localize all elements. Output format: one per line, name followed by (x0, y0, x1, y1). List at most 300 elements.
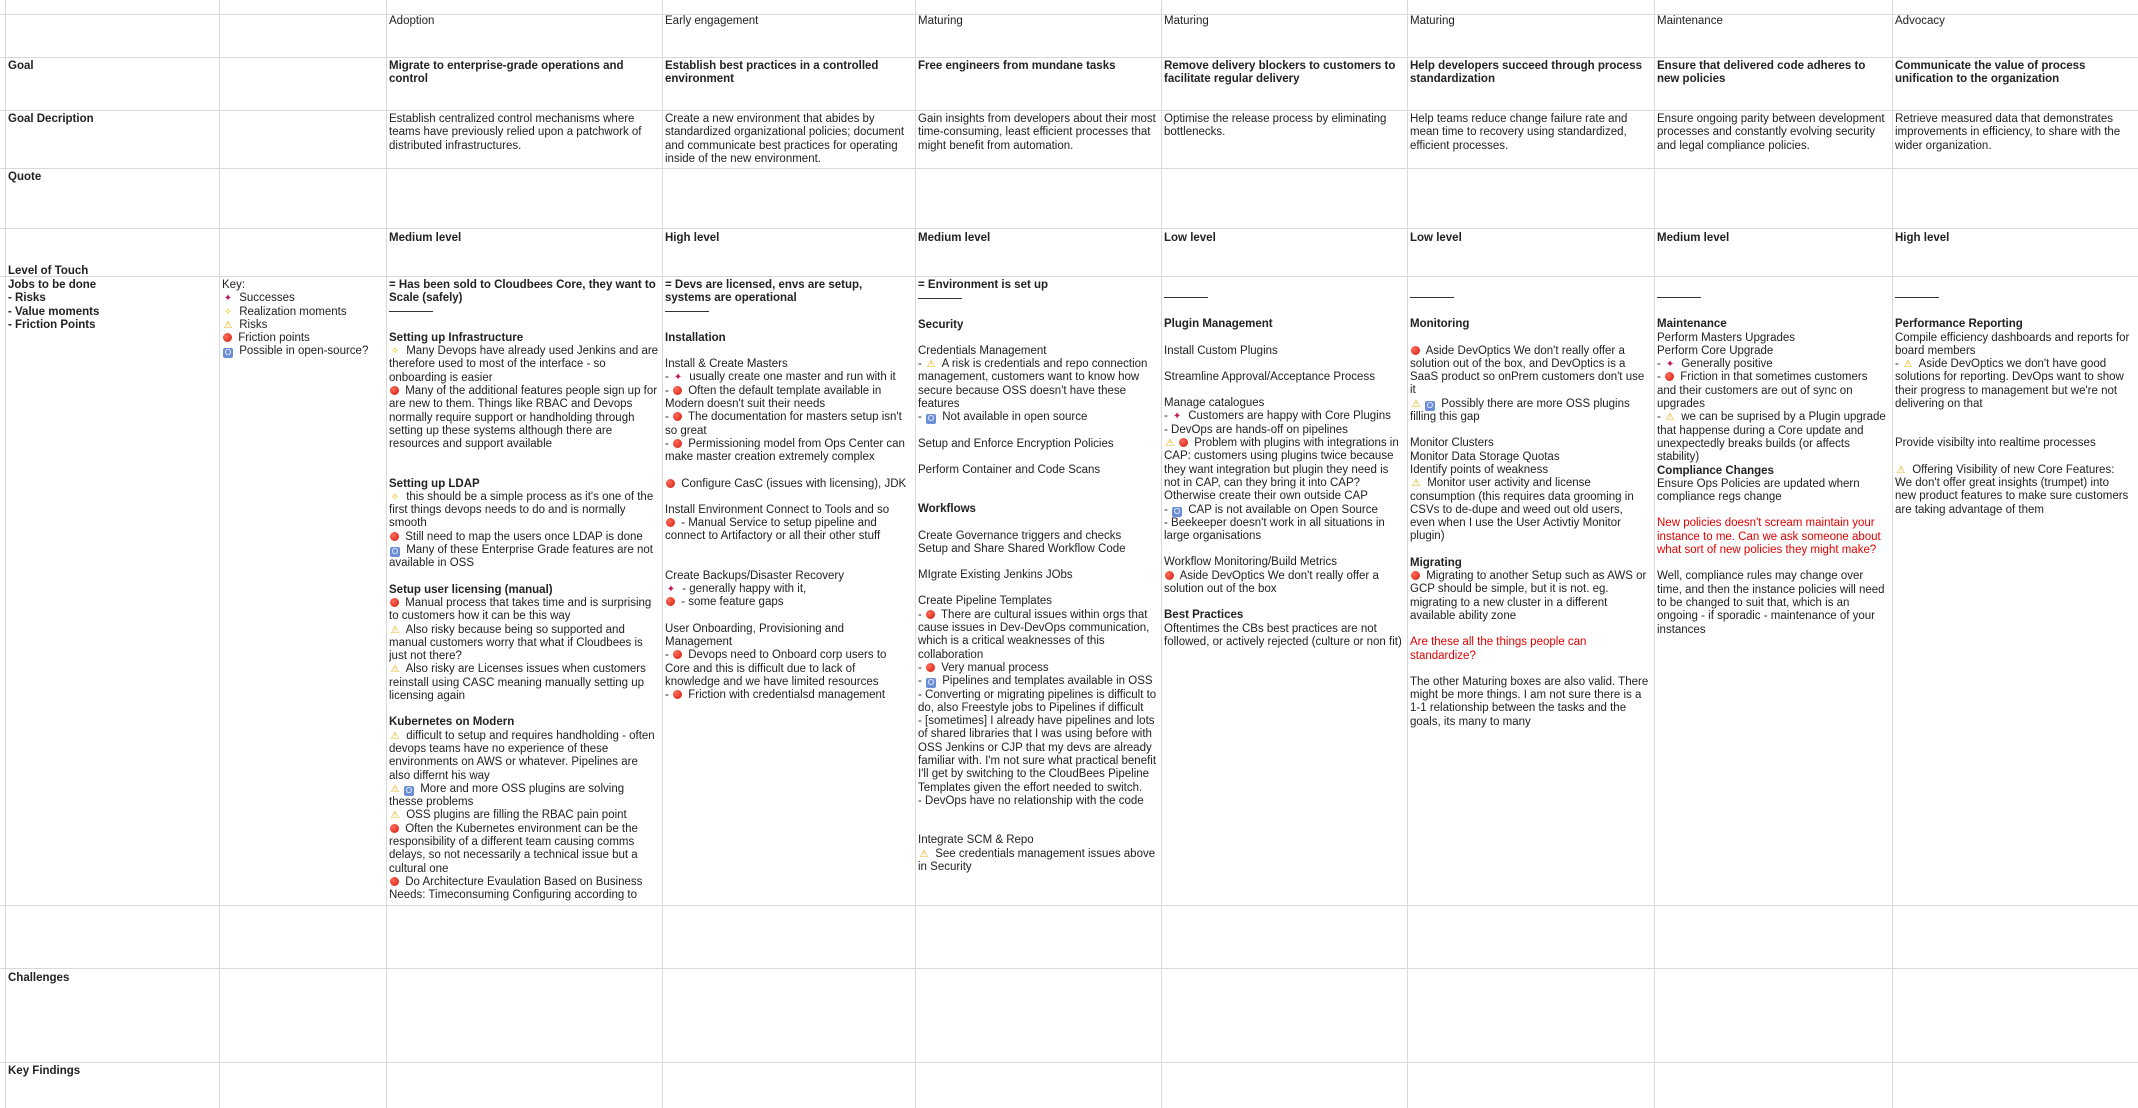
job-line (1895, 279, 2133, 292)
job-line (918, 517, 1158, 530)
job-line (665, 306, 911, 319)
party-popper-icon: ✦ (673, 372, 683, 384)
stage-header-2: Early engagement (665, 15, 759, 27)
job-line: - Friction with credentialsd management (665, 689, 886, 702)
divider (918, 298, 962, 299)
job-line (918, 438, 1158, 451)
job-line (389, 491, 659, 531)
job-text: See credentials management issues above in Security (918, 847, 1156, 873)
job-line (389, 279, 659, 306)
job-line (1895, 332, 2133, 359)
job-line (918, 595, 1158, 608)
job-text: Permissioning model from Ops Center can make master creation extremely complex (665, 437, 905, 464)
job-line (1164, 596, 1404, 609)
job-text: Compliance Changes (1657, 464, 1774, 477)
stage-header-6: Maintenance (1657, 15, 1723, 27)
job-text: Credentials Management (918, 344, 1047, 357)
job-line (389, 319, 659, 332)
divider (1410, 297, 1454, 298)
oss-icon: O (1173, 506, 1181, 516)
job-line (1410, 477, 1650, 543)
job-line (918, 332, 1158, 345)
job-text: Setup and Enforce Encryption Policies (918, 437, 1114, 450)
job-line: - ⚠ Aside DevOptics we don't have good solutions for reporting. DevOps want to show their progress to management but we're not delivering on that (1895, 358, 2124, 411)
job-line (918, 345, 1158, 358)
job-line (1410, 557, 1650, 570)
red-circle-icon (673, 650, 682, 659)
job-text: There are cultural issues within orgs that cause issues in Dev-DevOps communication, which is a critical weaknesses of this collaboration (918, 608, 1150, 661)
job-line (1164, 556, 1404, 569)
oss-icon: O (405, 785, 413, 795)
job-text: - generally happy with it, (682, 583, 807, 596)
job-text: Streamline Approval/Acceptance Process (1164, 370, 1375, 383)
job-text: Integrate SCM & Repo (918, 834, 1034, 847)
goal-4: Remove delivery blockers to customers to facilitate regular delivery (1164, 60, 1396, 86)
job-text: Pipelines and templates available in OSS (942, 675, 1153, 688)
red-circle-icon (666, 518, 675, 527)
job-line (1657, 292, 1889, 305)
red-circle-icon (1665, 372, 1674, 381)
party-popper-icon: ✦ (223, 293, 233, 305)
oss-icon: O (927, 678, 935, 688)
warning-icon: ⚠ (1411, 478, 1421, 490)
job-line (665, 570, 911, 583)
job-text: Monitor Data Storage Quotas (1410, 450, 1560, 463)
job-line (389, 597, 659, 624)
job-line (918, 821, 1158, 834)
job-line (1657, 465, 1889, 478)
job-line: - ⚠ A risk is credentials and repo connection management, customers want to know how secure because OSS doesn't have these features (918, 358, 1148, 411)
job-text: Possibly there are more OSS plugins filling this gap (1410, 397, 1630, 424)
job-text: Setup and Share Shared Workflow Code (918, 542, 1126, 555)
job-line (1895, 292, 2133, 305)
party-popper-icon: ✦ (1665, 359, 1675, 371)
red-circle-icon (390, 598, 399, 607)
job-line (665, 557, 911, 570)
job-line (1410, 332, 1650, 345)
job-line: - Friction in that sometimes customers and their customers are out of sync on upgrades (1657, 371, 1868, 411)
job-text: Workflow Monitoring/Build Metrics (1164, 556, 1337, 569)
job-line (1895, 424, 2133, 437)
job-line (665, 465, 911, 478)
job-text: this should be a simple process as it's one of the first things devops needs to do and is normally smooth (389, 490, 654, 530)
row-label-key-findings: Key Findings (8, 1065, 81, 1077)
job-text: Migrating to another Setup such as AWS or GCP should be simple, but it is not. eg. migrating to a new cluster in a different available ability zone (1410, 570, 1647, 622)
job-text: Best Practices (1164, 609, 1244, 622)
party-popper-icon: ✦ (1172, 411, 1182, 423)
stage-header-3: Maturing (918, 15, 963, 27)
job-text: Kubernetes on Modern (389, 716, 515, 729)
stage-header-1: Adoption (389, 15, 435, 27)
jobs-column-maturing-3 (1410, 279, 1650, 903)
job-line: - O CAP is not available on Open Source (1164, 503, 1378, 516)
red-circle-icon (223, 333, 232, 342)
job-line (389, 783, 659, 810)
job-text: Install & Create Masters (665, 358, 788, 371)
job-line (389, 345, 659, 385)
job-line (1164, 305, 1404, 318)
row-label-quote: Quote (8, 171, 42, 183)
stage-header-5: Maturing (1410, 15, 1455, 27)
job-text: - [sometimes] I already have pipelines and lots of shared libraries that I was using before with OSS Jenkins or CJP that my devs are already familiar with. I'm not sure what practical benefit I'll get by switching to the CloudBees Pipeline Templates given the effort needed to switch. (918, 715, 1157, 794)
job-line (1164, 358, 1404, 371)
job-text: Aside DevOptics We don't really offer a solution out of the box, and DevOptics is a SaaS product so onPrem customers don't use it (1410, 344, 1645, 397)
job-line (918, 425, 1158, 438)
job-line (389, 716, 659, 729)
warning-icon: ⚠ (1411, 398, 1421, 410)
job-line (1895, 305, 2133, 318)
job-line (389, 663, 659, 703)
job-line (918, 689, 1158, 716)
job-line (1164, 609, 1404, 622)
goal-2: Establish best practices in a controlled environment (665, 60, 879, 86)
job-line: - The documentation for masters setup isn't so great (665, 411, 902, 437)
goal-3: Free engineers from mundane tasks (918, 60, 1116, 72)
job-text: Devops need to Onboard corp users to Core and this is difficult due to lack of knowledge and we have limited resources (665, 649, 887, 688)
job-line (1164, 517, 1404, 544)
job-text: New policies doesn't scream maintain your instance to me. Can we ask someone about what sort of new policies they might make? (1657, 517, 1881, 557)
job-line (1410, 398, 1650, 425)
job-line (1895, 464, 2133, 517)
job-text: Identify points of weakness (1410, 463, 1549, 476)
job-text: Many of the additional features people sign up for are new to them. Things like RBAC and Devops normally require support or handholding through setting up these systems although there are resources and support available (389, 385, 658, 451)
goal-description-2: Create a new environment that abides by standardized organizational policies; document and communicate best practices for operating inside of the new environment. (665, 113, 905, 165)
red-circle-icon (1411, 571, 1420, 580)
red-circle-icon (673, 690, 682, 699)
job-text: Manage catalogues (1164, 397, 1265, 410)
job-line (1657, 318, 1889, 331)
job-line (1657, 504, 1889, 517)
job-text: Many of these Enterprise Grade features are not available in OSS (389, 544, 653, 570)
job-text: Aside DevOptics We don't really offer a solution out of the box (1164, 569, 1379, 596)
oss-icon: O (1426, 400, 1434, 410)
job-text: Often the default template available in Modern doesn't suit their needs (665, 384, 882, 411)
job-line (1164, 623, 1404, 650)
job-line: - Very manual process (918, 661, 1049, 674)
job-line (665, 623, 911, 650)
divider (389, 311, 433, 312)
level-5: Low level (1410, 232, 1462, 244)
job-line (389, 385, 659, 451)
job-text: - DevOps are hands-off on pipelines (1164, 423, 1348, 436)
job-text: Ensure Ops Policies are updated whern compliance regs change (1657, 477, 1860, 504)
job-line (1164, 397, 1404, 410)
job-line (918, 582, 1158, 595)
job-text: Monitor user activity and license consumption (this requires data grooming in CSVs to de-dupe and weed out old users, even when I use the User Activtiy Monitor plugin) (1410, 477, 1634, 543)
job-line (389, 876, 659, 903)
jobs-column-maintenance (1657, 279, 1889, 903)
job-line (1895, 411, 2133, 424)
job-line (389, 730, 659, 783)
sparkle-icon: ✧ (390, 491, 400, 503)
job-line (1895, 451, 2133, 464)
job-line (1657, 332, 1889, 345)
job-line: - Permissioning model from Ops Center can make master creation extremely complex (665, 437, 905, 464)
goal-5: Help developers succeed through process standardization (1410, 60, 1642, 86)
job-text: Create Backups/Disaster Recovery (665, 569, 844, 582)
red-circle-icon (673, 386, 682, 395)
job-line (1164, 292, 1404, 305)
goal-description-1: Establish centralized control mechanisms where teams have previously relied upon a patchwork of distributed infrastructures. (389, 113, 642, 152)
job-line (1410, 663, 1650, 676)
job-line (1657, 345, 1889, 358)
job-text: Migrating (1410, 556, 1462, 569)
job-line (1895, 437, 2133, 450)
red-circle-icon (390, 532, 399, 541)
job-line: - Often the default template available in Modern doesn't suit their needs (665, 384, 882, 411)
level-2: High level (665, 232, 720, 244)
job-line (389, 465, 659, 478)
job-line (918, 848, 1158, 875)
job-text: Offering Visibility of new Core Features: We don't offer great insights (trumpet) into new product features to make sure customers are taking advantage of them (1895, 463, 2129, 516)
job-line (389, 332, 659, 345)
job-line (389, 306, 659, 319)
level-7: High level (1895, 232, 1950, 244)
job-line (665, 504, 911, 517)
job-text: Do Architecture Evaulation Based on Business Needs: Timeconsuming Configuring according to (389, 875, 643, 902)
job-text: - Beekeeper doesn't work in all situations in large organisations (1164, 516, 1385, 543)
red-circle-icon (390, 877, 399, 886)
job-line: - O Not available in open source (918, 411, 1088, 424)
job-line (1410, 676, 1650, 729)
job-text: Installation (665, 331, 726, 344)
job-line (1410, 570, 1650, 623)
job-text: Are these all the things people can standardize? (1410, 636, 1587, 662)
red-circle-icon (1411, 346, 1420, 355)
job-text: Perform Container and Code Scans (918, 463, 1101, 476)
job-line (665, 332, 911, 345)
goal-1: Migrate to enterprise-grade operations and control (389, 60, 624, 86)
goal-7: Communicate the value of process unification to the organization (1895, 60, 2086, 86)
job-line (1410, 544, 1650, 557)
job-line (918, 464, 1158, 477)
job-line (1410, 345, 1650, 398)
job-text: - Converting or migrating pipelines is difficult to do, also Freestyle jobs to Pipelines if difficult (918, 688, 1157, 714)
job-text: Monitoring (1410, 318, 1470, 331)
red-circle-icon (390, 824, 399, 833)
job-line (918, 306, 1158, 319)
red-circle-icon (673, 412, 682, 421)
warning-icon: ⚠ (390, 783, 400, 795)
job-text: Oftentimes the CBs best practices are not followed, or actively rejected (culture or non fit) (1164, 622, 1402, 648)
jobs-column-maturing-2 (1164, 279, 1404, 903)
red-circle-icon (666, 479, 675, 488)
job-text: OSS plugins are filling the RBAC pain point (406, 809, 627, 822)
job-text: Perform Core Upgrade (1657, 344, 1774, 357)
job-line (1657, 305, 1889, 318)
job-line (1410, 451, 1650, 464)
goal-description-4: Optimise the release process by eliminating bottlenecks. (1164, 113, 1387, 139)
job-text: CAP is not available on Open Source (1188, 503, 1378, 516)
red-circle-icon (390, 386, 399, 395)
job-text: usually create one master and run with it (689, 371, 896, 384)
job-line (918, 451, 1158, 464)
job-text: Many Devops have already used Jenkins and are therefore used to most of the interface - so onboarding is easier (389, 345, 659, 384)
job-line (1164, 570, 1404, 597)
job-line (1164, 371, 1404, 384)
sparkle-icon: ✧ (390, 346, 400, 358)
job-line (665, 596, 911, 609)
divider (1657, 297, 1701, 298)
job-line (918, 556, 1158, 569)
warning-icon: ⚠ (1896, 464, 1906, 476)
job-text: = Has been sold to Cloudbees Core, they want to Scale (safely) (389, 279, 656, 305)
job-text: Maintenance (1657, 318, 1727, 331)
job-text: Setup user licensing (manual) (389, 583, 553, 596)
job-text: Provide visibilty into realtime processes (1895, 437, 2096, 450)
warning-icon: ⚠ (390, 624, 400, 636)
job-text: Security (918, 318, 964, 331)
job-line: - ✦ Customers are happy with Core Plugins (1164, 410, 1391, 423)
divider (1895, 297, 1939, 298)
job-line (1410, 464, 1650, 477)
job-line (1895, 318, 2133, 331)
job-line: - ⚠ we can be suprised by a Plugin upgrade that happense during a Core update and unexpectedly breaks builds (or affects stability) (1657, 411, 1886, 464)
warning-icon: ⚠ (223, 319, 233, 331)
job-line (1164, 332, 1404, 345)
warning-icon: ⚠ (1665, 412, 1675, 424)
goal-6: Ensure that delivered code adheres to new policies (1657, 60, 1866, 86)
warning-icon: ⚠ (1903, 359, 1913, 371)
job-text: Configure CasC (issues with licensing), JDK (681, 477, 907, 490)
job-line (1410, 279, 1650, 292)
job-text: MIgrate Existing Jenkins JObs (918, 569, 1073, 582)
job-text: User Onboarding, Provisioning and Management (665, 622, 844, 648)
job-text: Generally positive (1681, 358, 1773, 371)
job-line (918, 808, 1158, 821)
job-line (665, 345, 911, 358)
job-line (389, 703, 659, 716)
job-text: Very manual process (941, 661, 1049, 674)
legend-item-realization: ✧ Realization moments (223, 305, 347, 318)
job-text: Well, compliance rules may change over time, and then the instance policies will need to be changed to suit that, which is an ongoing - if sporadic - maintenance of your instances (1657, 570, 1885, 636)
divider (665, 311, 709, 312)
job-text: Setting up Infrastructure (389, 331, 524, 344)
job-text: we can be suprised by a Plugin upgrade that happense during a Core update and unexpectedly breaks builds (or affects stability) (1657, 411, 1886, 464)
job-line (1410, 623, 1650, 636)
job-line (389, 624, 659, 664)
warning-icon: ⚠ (390, 730, 400, 742)
red-circle-icon (1165, 571, 1174, 580)
job-line (1657, 517, 1889, 557)
job-line (1164, 279, 1404, 292)
job-text: - some feature gaps (681, 596, 784, 609)
job-text: Still need to map the users once LDAP is done (405, 530, 643, 543)
job-line (918, 569, 1158, 582)
job-text: Not available in open source (942, 411, 1088, 424)
legend-item-risks: ⚠ Risks (223, 318, 268, 331)
oss-icon: O (927, 414, 935, 424)
level-3: Medium level (918, 232, 991, 244)
job-text: Monitor Clusters (1410, 437, 1494, 450)
row-label-challenges: Challenges (8, 972, 70, 984)
job-text: Install Custom Plugins (1164, 344, 1278, 357)
warning-icon: ⚠ (926, 359, 936, 371)
job-line (1410, 292, 1650, 305)
job-text: = Devs are licensed, envs are setup, systems are operational (665, 279, 863, 305)
job-line: - O Pipelines and templates available in OSS (918, 675, 1153, 688)
job-text: Install Environment Connect to Tools and so (665, 503, 890, 516)
job-text: The other Maturing boxes are also valid. There might be more things. I am not sure there is a 1-1 relationship between the tasks and the goals, its many to many (1410, 675, 1649, 728)
red-circle-icon (673, 439, 682, 448)
job-line (389, 584, 659, 597)
job-text: Setting up LDAP (389, 477, 480, 490)
job-line (1657, 570, 1889, 636)
job-text: - DevOps have no relationship with the code (918, 794, 1144, 807)
job-line (918, 477, 1158, 490)
legend-item-friction: Friction points (222, 332, 384, 345)
job-line (918, 715, 1158, 795)
job-line (918, 795, 1158, 808)
sparkle-icon: ✧ (223, 306, 233, 318)
job-line (389, 478, 659, 491)
jobs-column-maturing-1 (918, 279, 1158, 903)
job-text: More and more OSS plugins are solving thesse problems (389, 782, 625, 809)
job-line (665, 279, 911, 306)
job-line (918, 834, 1158, 847)
job-text: Create Pipeline Templates (918, 595, 1053, 608)
job-text: Performance Reporting (1895, 318, 2023, 331)
job-line (389, 823, 659, 876)
goal-description-6: Ensure ongoing parity between development processes and constantly evolving security and legal compliance policies. (1657, 113, 1885, 152)
job-text: = Environment is set up (918, 279, 1049, 291)
warning-icon: ⚠ (390, 810, 400, 822)
job-line: - There are cultural issues within orgs that cause issues in Dev-DevOps communication, which is a critical weaknesses of this collaboration (918, 608, 1150, 661)
job-text: Plugin Management (1164, 318, 1273, 331)
legend-title: Key: (222, 279, 246, 291)
job-text: Perform Masters Upgrades (1657, 331, 1796, 344)
job-line (389, 571, 659, 584)
job-line (665, 517, 911, 544)
row-label-level-of-touch: Level of Touch (8, 265, 89, 277)
goal-description-3: Gain insights from developers about their most time-consuming, least efficient processes that might benefit from automation. (918, 113, 1156, 152)
goal-description-7: Retrieve measured data that demonstrates improvements in efficiency, to share with the wider organization. (1895, 113, 2121, 152)
warning-icon: ⚠ (390, 664, 400, 676)
job-line (389, 809, 659, 822)
job-line (1164, 345, 1404, 358)
job-line (1657, 557, 1889, 570)
job-line (665, 610, 911, 623)
job-line (665, 544, 911, 557)
job-line (1164, 437, 1404, 503)
job-text: Friction in that sometimes customers and their customers are out of sync on upgrades (1657, 371, 1868, 411)
job-line: - ✦ usually create one master and run with it (665, 371, 896, 384)
row-label-jobs: Jobs to be done - Risks - Value moments - Friction Points (8, 279, 100, 331)
jobs-column-early-engagement (665, 279, 911, 903)
job-line (918, 292, 1158, 305)
job-text: Workflows (918, 503, 976, 516)
job-line (1657, 478, 1889, 505)
row-label-goal-description: Goal Decription (8, 113, 94, 125)
job-line (918, 530, 1158, 543)
divider (1164, 297, 1208, 298)
job-line (1410, 318, 1650, 331)
job-text: Friction with credentialsd management (688, 689, 886, 702)
job-line (1164, 384, 1404, 397)
job-line (665, 583, 911, 596)
job-text: Compile efficiency dashboards and reports for board members (1895, 331, 2130, 357)
job-line (1410, 305, 1650, 318)
job-line (389, 452, 659, 465)
job-text: Problem with plugins with integrations in CAP: customers using plugins twice because they want integration but plugin they need is not in CAP, can they bring it into CAP? Otherwise create their own outside CAP (1164, 437, 1399, 503)
job-text: difficult to setup and requires handholding - often devops teams have no experience of these environments on AWS or whatever. Pipelines are also differnt his way (389, 729, 655, 782)
oss-icon: O (391, 547, 399, 557)
job-line: - ✦ Generally positive (1657, 358, 1773, 371)
jobs-column-adoption (389, 279, 659, 903)
job-line (1164, 318, 1404, 331)
job-text: The documentation for masters setup isn't so great (665, 411, 902, 437)
red-circle-icon (666, 597, 675, 606)
